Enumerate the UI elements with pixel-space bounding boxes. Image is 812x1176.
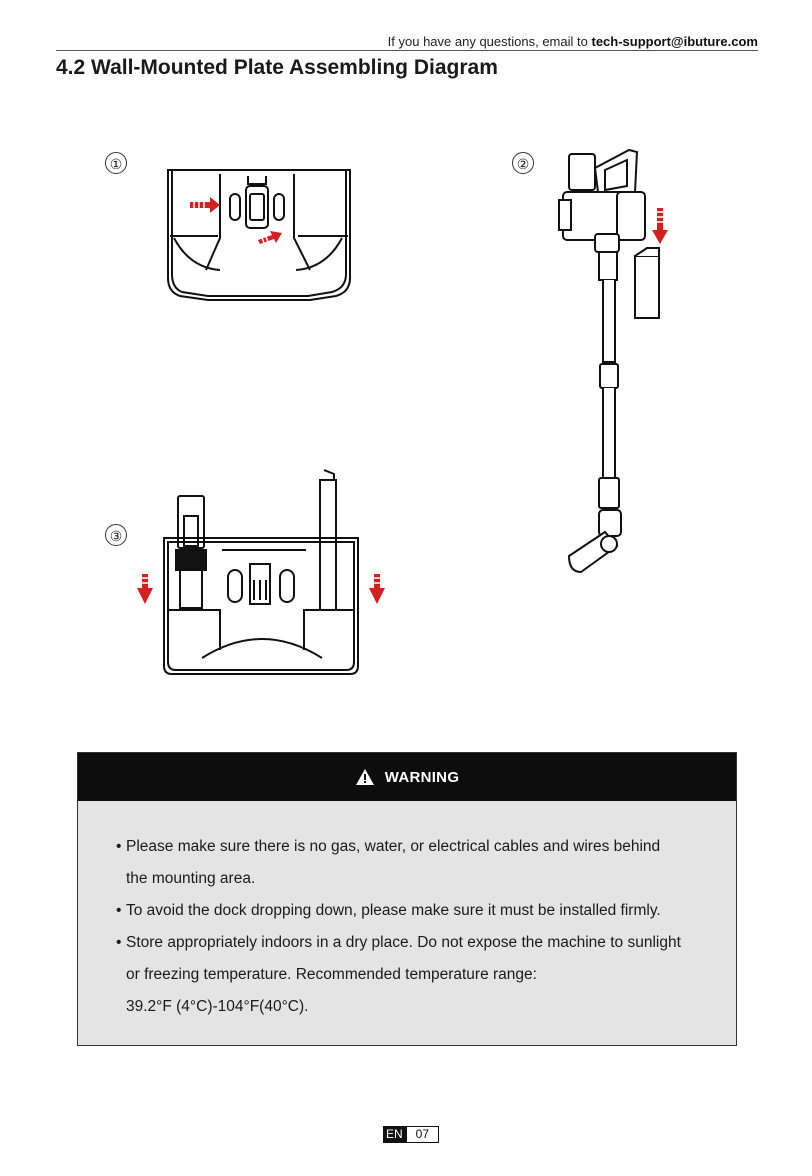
warning-item-1 xyxy=(116,831,706,895)
step-3-number: ③ xyxy=(105,524,127,546)
warning-box xyxy=(77,752,737,1046)
bullet: • xyxy=(116,902,122,919)
header-contact-note xyxy=(388,34,758,49)
bullet: • xyxy=(116,838,122,855)
bullet: • xyxy=(116,934,122,951)
warning-triangle-icon xyxy=(355,768,375,786)
warning-header xyxy=(78,753,736,801)
page-number-value: 07 xyxy=(406,1126,439,1143)
support-email[interactable]: tech-support@ibuture.com xyxy=(591,34,758,49)
header-note-prefix: If you have any questions, email to xyxy=(387,34,588,49)
step-2-number: ② xyxy=(512,152,534,174)
page-number xyxy=(383,1126,439,1143)
warning-item-3-line-3: 39.2°F (4°C)-104°F(40°C). xyxy=(126,998,309,1015)
step-2-vacuum-diagram xyxy=(555,148,690,580)
warning-item-1-line-2: the mounting area. xyxy=(126,870,256,887)
step-1-number: ① xyxy=(105,152,127,174)
warning-item-1-line-1: Please make sure there is no gas, water, or electrical cables and wires behind xyxy=(126,838,661,855)
warning-item-3-line-1: Store appropriately indoors in a dry place. Do not expose the machine to sunlight xyxy=(126,934,681,951)
warning-item-3-line-2: or freezing temperature. Recommended temperature range: xyxy=(126,966,537,983)
warning-title: WARNING xyxy=(384,768,460,786)
warning-item-2-line-1: To avoid the dock dropping down, please make sure it must be installed firmly. xyxy=(126,902,661,919)
warning-item-2 xyxy=(116,895,706,927)
warning-item-3 xyxy=(116,927,706,1023)
step-3-accessory-mounting-diagram xyxy=(136,470,386,680)
header-divider xyxy=(56,50,758,51)
language-badge: EN xyxy=(383,1126,406,1143)
section-title: 4.2 Wall-Mounted Plate Assembling Diagram xyxy=(56,56,498,79)
warning-list xyxy=(116,831,706,1023)
step-1-wall-plate-diagram xyxy=(160,168,356,303)
